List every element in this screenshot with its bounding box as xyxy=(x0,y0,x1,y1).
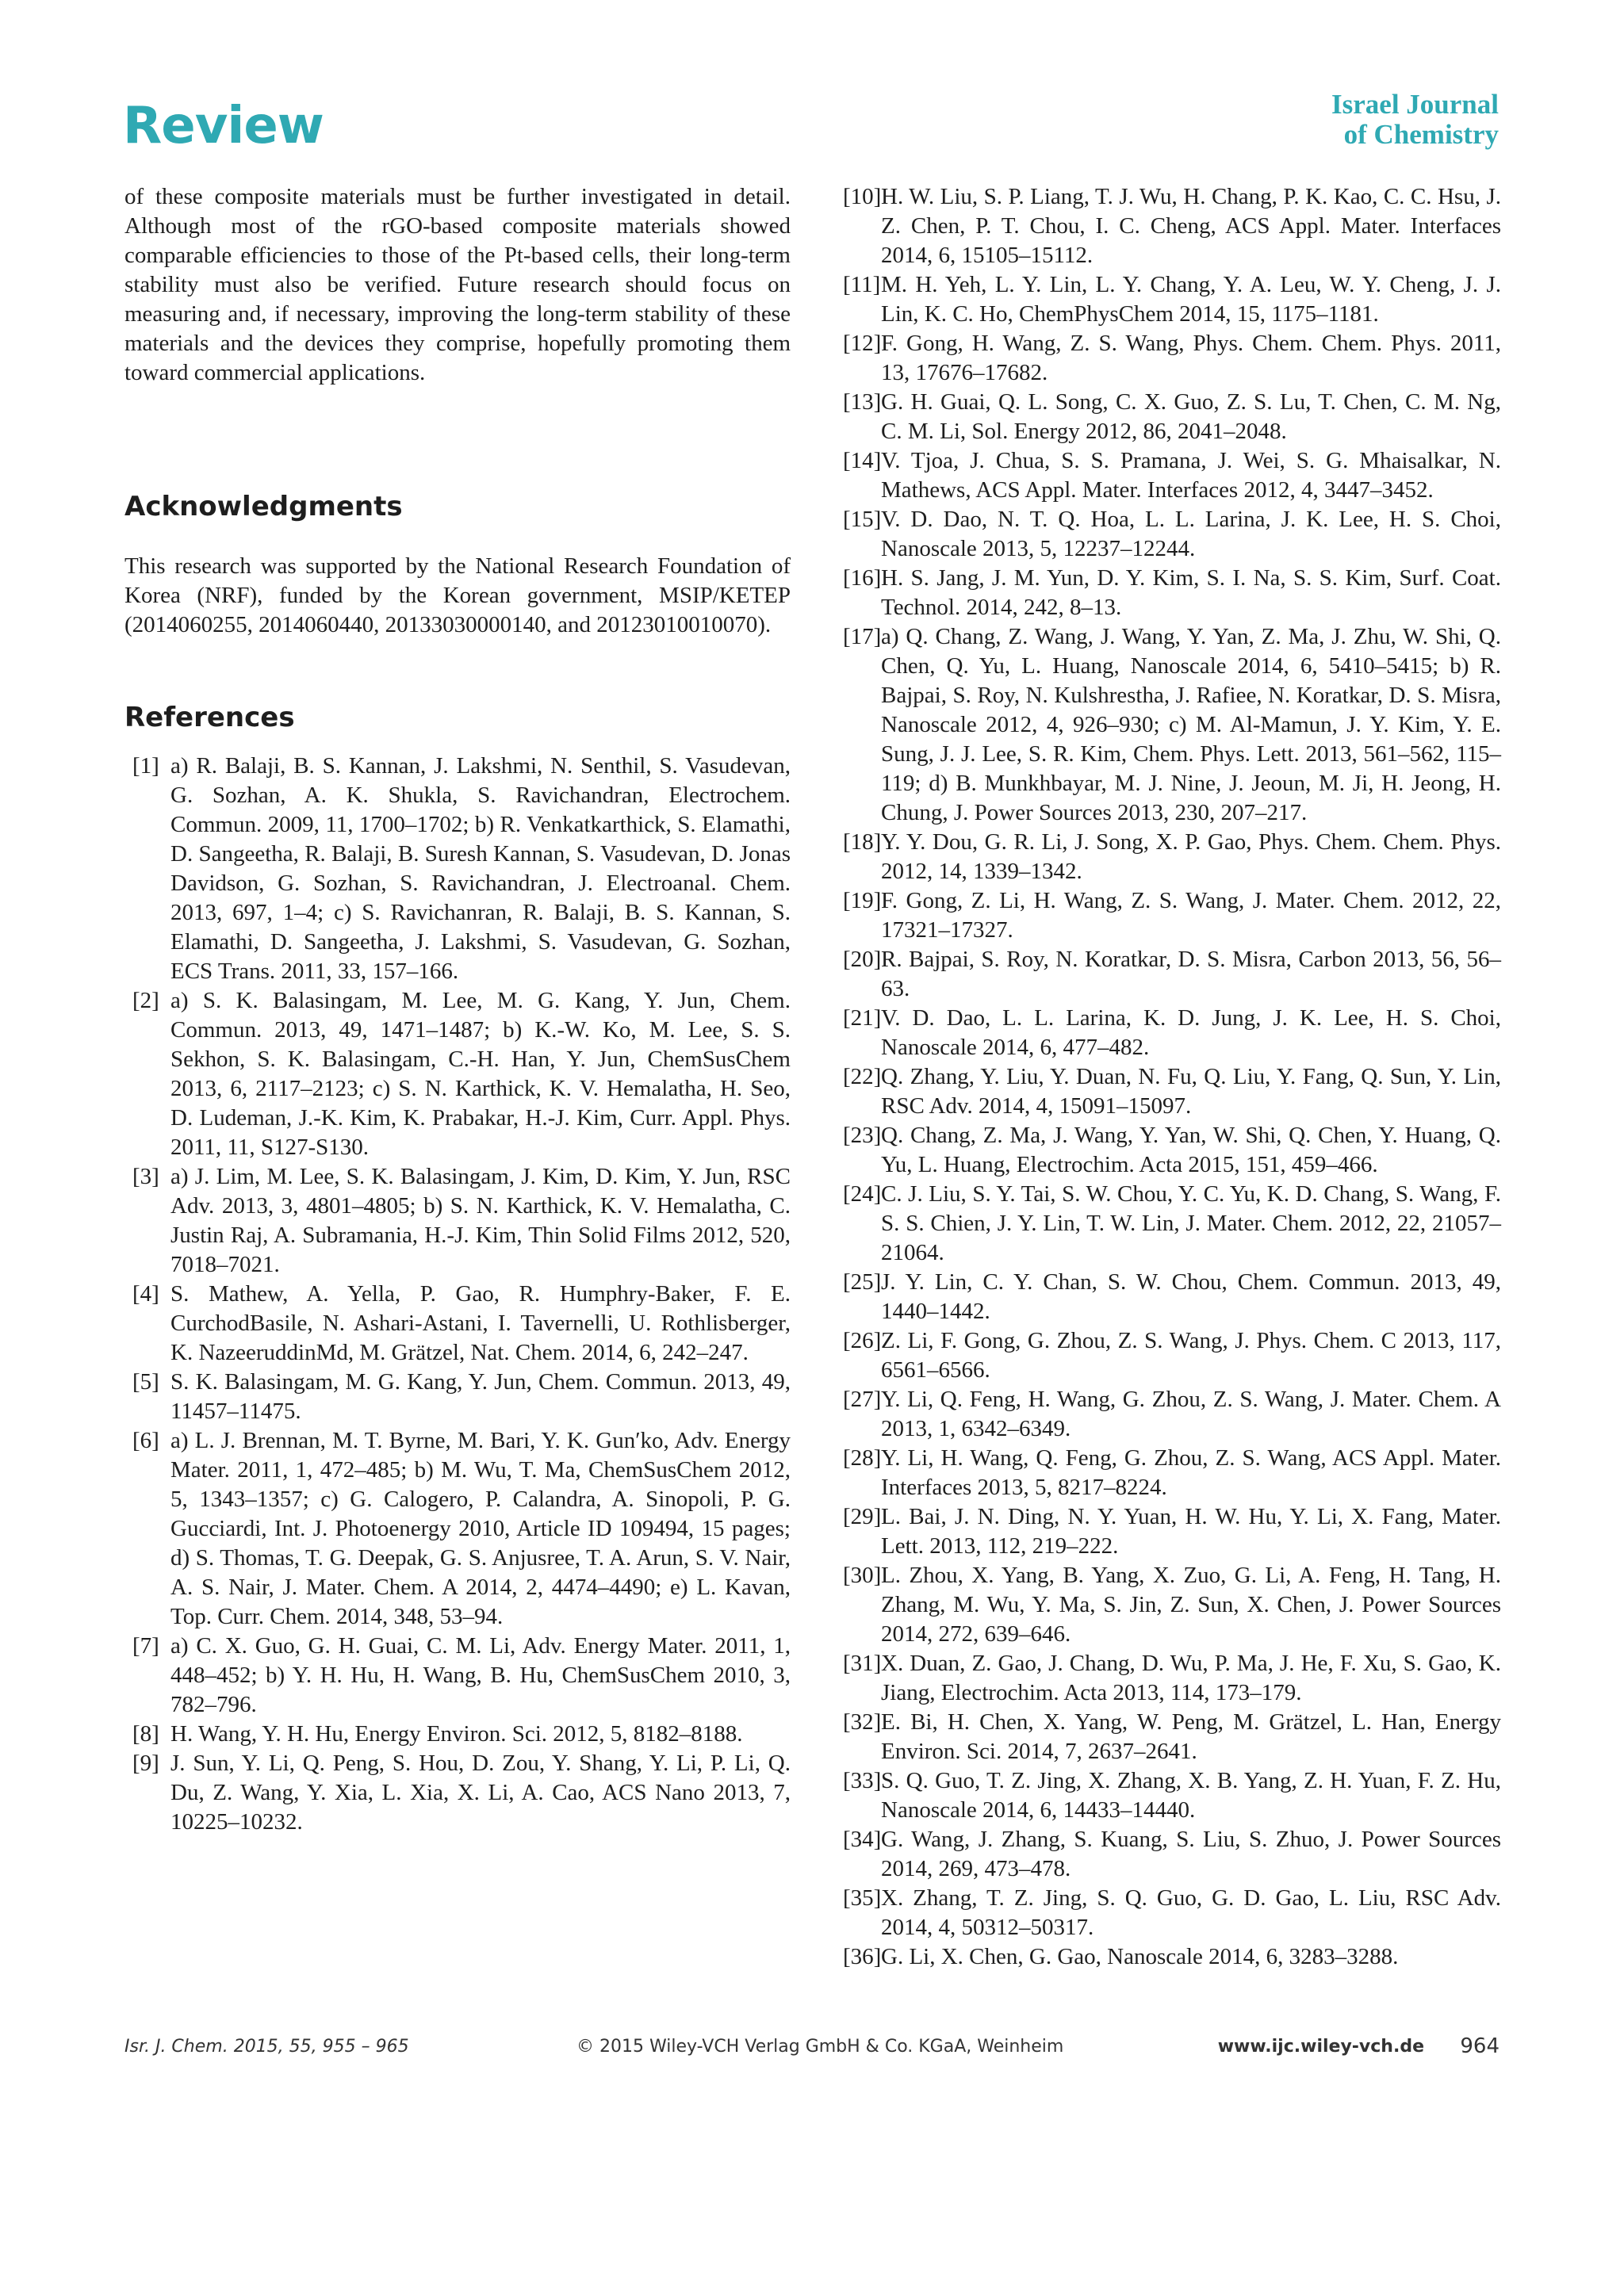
reference-text: X. Duan, Z. Gao, J. Chang, D. Wu, P. Ma, J. He, F. Xu, S. Gao, K. Jiang, Electrochim. Acta 2013, 114, 173–179. xyxy=(881,1651,1501,1705)
reference-item xyxy=(124,1749,791,1837)
reference-number: [33] xyxy=(843,1768,882,1793)
section-label: Review xyxy=(123,97,324,155)
reference-text: V. D. Dao, L. L. Larina, K. D. Jung, J. K. Lee, H. S. Choi, Nanoscale 2014, 6, 477–482. xyxy=(881,1005,1501,1060)
reference-text: Y. Li, Q. Feng, H. Wang, G. Zhou, Z. S. Wang, J. Mater. Chem. A 2013, 1, 6342–6349. xyxy=(881,1387,1501,1441)
reference-item xyxy=(835,388,1501,446)
reference-item xyxy=(835,1444,1501,1502)
reference-number: [22] xyxy=(843,1064,882,1089)
journal-title-line-1: Israel Journal xyxy=(1331,89,1499,120)
acknowledgments-text: This research was supported by the National Research Foundation of Korea (NRF), funded by the Korean government, MSIP/KETEP (2014060255, 2014060440, 20133030000140, and 20123010010070). xyxy=(124,553,791,637)
reference-number: [25] xyxy=(843,1269,882,1295)
reference-number: [15] xyxy=(843,507,882,532)
reference-item xyxy=(835,1004,1501,1062)
reference-list-right xyxy=(835,182,1501,1972)
reference-number: [16] xyxy=(843,565,882,591)
reference-text: H. W. Liu, S. P. Liang, T. J. Wu, H. Chang, P. K. Kao, C. C. Hsu, J. Z. Chen, P. T. Chou, I. C. Cheng, ACS Appl. Mater. Interfaces 2014, 6, 15105–15112. xyxy=(881,184,1501,268)
reference-number: [5] xyxy=(132,1369,159,1395)
reference-item xyxy=(835,1062,1501,1121)
left-column xyxy=(124,182,791,1837)
reference-text: Q. Chang, Z. Ma, J. Wang, Y. Yan, W. Shi, Q. Chen, Y. Huang, Q. Yu, L. Huang, Electrochim. Acta 2015, 151, 459–466. xyxy=(881,1123,1501,1177)
reference-number: [21] xyxy=(843,1005,882,1031)
reference-item xyxy=(124,1632,791,1720)
page-number: 964 xyxy=(1460,2034,1500,2058)
reference-number: [14] xyxy=(843,448,882,473)
reference-text: V. D. Dao, N. T. Q. Hoa, L. L. Larina, J. K. Lee, H. S. Choi, Nanoscale 2013, 5, 12237–12244. xyxy=(881,507,1501,561)
reference-item xyxy=(835,329,1501,388)
reference-text: S. K. Balasingam, M. G. Kang, Y. Jun, Chem. Commun. 2013, 49, 11457–11475. xyxy=(170,1369,791,1424)
reference-number: [32] xyxy=(843,1709,882,1735)
reference-text: a) Q. Chang, Z. Wang, J. Wang, Y. Yan, Z. Ma, J. Zhu, W. Shi, Q. Chen, Q. Yu, L. Huang, Nanoscale 2014, 6, 5410–5415; b) R. Bajpai, S. Roy, N. Kulshrestha, J. Rafiee, N. Koratkar, D. S. Misra, Nanoscale 2012, 4, 926–930; c) M. Al-Mamun, J. Y. Kim, Y. E. Sung, J. J. Lee, S. R. Kim, Chem. Phys. Lett. 2013, 561–562, 115–119; d) B. Munkhbayar, M. J. Nine, J. Jeoun, M. Ji, H. Jeong, H. Chung, J. Power Sources 2013, 230, 207–217. xyxy=(881,624,1501,825)
reference-item xyxy=(835,182,1501,270)
reference-item xyxy=(835,1326,1501,1385)
reference-item xyxy=(835,564,1501,622)
reference-item xyxy=(835,828,1501,886)
reference-number: [17] xyxy=(843,624,882,649)
reference-item xyxy=(835,622,1501,828)
footer-website-link[interactable]: www.ijc.wiley-vch.de xyxy=(1217,2037,1424,2057)
reference-number: [4] xyxy=(132,1281,159,1307)
reference-number: [26] xyxy=(843,1328,882,1353)
reference-text: a) S. K. Balasingam, M. Lee, M. G. Kang, Y. Jun, Chem. Commun. 2013, 49, 1471–1487; b) K.-W. Ko, M. Lee, S. S. Sekhon, S. K. Balasingam, C.-H. Han, Y. Jun, ChemSusChem 2013, 6, 2117–2123; c) S. N. Karthick, K. V. Hemalatha, H. Seo, D. Ludeman, J.-K. Kim, K. Prabakar, H.-J. Kim, Curr. Appl. Phys. 2011, 11, S127-S130. xyxy=(170,988,791,1160)
reference-number: [13] xyxy=(843,389,882,415)
reference-number: [2] xyxy=(132,988,159,1013)
reference-text: R. Bajpai, S. Roy, N. Koratkar, D. S. Misra, Carbon 2013, 56, 56–63. xyxy=(881,947,1501,1001)
reference-item xyxy=(835,886,1501,945)
reference-text: F. Gong, Z. Li, H. Wang, Z. S. Wang, J. Mater. Chem. 2012, 22, 17321–17327. xyxy=(881,888,1501,943)
reference-number: [9] xyxy=(132,1751,159,1776)
reference-number: [6] xyxy=(132,1428,159,1453)
reference-text: a) R. Balaji, B. S. Kannan, J. Lakshmi, N. Senthil, S. Vasudevan, G. Sozhan, A. K. Shukla, S. Ravichandran, Electrochem. Commun. 2009, 11, 1700–1702; b) R. Venkatkarthick, S. Elamathi, D. Sangeetha, R. Balaji, B. Suresh Kannan, S. Vasudevan, D. Jonas Davidson, G. Sozhan, S. Ravichandran, J. Electroanal. Chem. 2013, 697, 1–4; c) S. Ravichanran, R. Balaji, B. S. Kannan, S. Elamathi, D. Sangeetha, J. Lakshmi, S. Vasudevan, G. Sozhan, ECS Trans. 2011, 33, 157–166. xyxy=(170,753,791,984)
reference-text: H. S. Jang, J. M. Yun, D. Y. Kim, S. I. Na, S. S. Kim, Surf. Coat. Technol. 2014, 242, 8–13. xyxy=(881,565,1501,620)
reference-number: [24] xyxy=(843,1181,882,1207)
reference-text: G. Wang, J. Zhang, S. Kuang, S. Liu, S. Zhuo, J. Power Sources 2014, 269, 473–478. xyxy=(881,1827,1501,1881)
reference-text: G. Li, X. Chen, G. Gao, Nanoscale 2014, 6, 3283–3288. xyxy=(881,1944,1399,1969)
reference-item xyxy=(835,1766,1501,1825)
reference-item xyxy=(835,1502,1501,1561)
reference-item xyxy=(124,1426,791,1632)
footer-copyright: © 2015 Wiley-VCH Verlag GmbH & Co. KGaA, Weinheim xyxy=(576,2037,1064,2057)
reference-number: [7] xyxy=(132,1633,159,1659)
reference-number: [11] xyxy=(843,272,881,297)
reference-text: J. Sun, Y. Li, Q. Peng, S. Hou, D. Zou, Y. Shang, Y. Li, P. Li, Q. Du, Z. Wang, Y. Xia, L. Xia, X. Li, A. Cao, ACS Nano 2013, 7, 10225–10232. xyxy=(170,1751,791,1835)
reference-text: S. Q. Guo, T. Z. Jing, X. Zhang, X. B. Yang, Z. H. Yuan, F. Z. Hu, Nanoscale 2014, 6, 14433–14440. xyxy=(881,1768,1501,1823)
reference-number: [27] xyxy=(843,1387,882,1412)
reference-number: [8] xyxy=(132,1721,159,1747)
reference-number: [29] xyxy=(843,1504,882,1529)
reference-item xyxy=(835,505,1501,564)
reference-text: L. Zhou, X. Yang, B. Yang, X. Zuo, G. Li, A. Feng, H. Tang, H. Zhang, M. Wu, Y. Ma, S. Jin, Z. Sun, X. Chen, J. Power Sources 2014, 272, 639–646. xyxy=(881,1563,1501,1647)
acknowledgments-heading: Acknowledgments xyxy=(124,491,403,522)
reference-text: S. Mathew, A. Yella, P. Gao, R. Humphry-Baker, F. E. CurchodBasile, N. Ashari-Astani, I. Tavernelli, U. Rothlisberger, K. NazeeruddinMd, M. Grätzel, Nat. Chem. 2014, 6, 242–247. xyxy=(170,1281,791,1365)
reference-text: Z. Li, F. Gong, G. Zhou, Z. S. Wang, J. Phys. Chem. C 2013, 117, 6561–6566. xyxy=(881,1328,1501,1383)
page-footer xyxy=(124,2034,1500,2068)
reference-item xyxy=(835,1825,1501,1884)
reference-list-left xyxy=(124,752,791,1837)
reference-item xyxy=(835,446,1501,505)
reference-text: V. Tjoa, J. Chua, S. S. Pramana, J. Wei, S. G. Mhaisalkar, N. Mathews, ACS Appl. Mater. Interfaces 2012, 4, 3447–3452. xyxy=(881,448,1501,503)
reference-text: a) C. X. Guo, G. H. Guai, C. M. Li, Adv. Energy Mater. 2011, 1, 448–452; b) Y. H. Hu, H. Wang, B. Hu, ChemSusChem 2010, 3, 782–796. xyxy=(170,1633,791,1717)
reference-number: [23] xyxy=(843,1123,882,1148)
reference-item xyxy=(835,1561,1501,1649)
reference-number: [28] xyxy=(843,1445,882,1471)
footer-citation: Isr. J. Chem. 2015, 55, 955 – 965 xyxy=(124,2037,409,2057)
reference-text: X. Zhang, T. Z. Jing, S. Q. Guo, G. D. Gao, L. Liu, RSC Adv. 2014, 4, 50312–50317. xyxy=(881,1885,1501,1940)
reference-text: F. Gong, H. Wang, Z. S. Wang, Phys. Chem. Chem. Phys. 2011, 13, 17676–17682. xyxy=(881,331,1501,385)
reference-number: [36] xyxy=(843,1944,882,1969)
reference-number: [19] xyxy=(843,888,882,913)
reference-item xyxy=(124,1720,791,1749)
reference-item xyxy=(835,1708,1501,1766)
reference-text: E. Bi, H. Chen, X. Yang, W. Peng, M. Grätzel, L. Han, Energy Environ. Sci. 2014, 7, 2637–2641. xyxy=(881,1709,1501,1764)
journal-title-line-2: of Chemistry xyxy=(1343,119,1499,150)
reference-item xyxy=(835,270,1501,329)
reference-item xyxy=(835,945,1501,1004)
reference-text: H. Wang, Y. H. Hu, Energy Environ. Sci. 2012, 5, 8182–8188. xyxy=(170,1721,743,1747)
reference-item xyxy=(835,1180,1501,1268)
reference-item xyxy=(124,1368,791,1426)
reference-number: [30] xyxy=(843,1563,882,1588)
references-heading: References xyxy=(124,702,295,733)
journal-title xyxy=(1331,90,1499,150)
reference-text: J. Y. Lin, C. Y. Chan, S. W. Chou, Chem. Commun. 2013, 49, 1440–1442. xyxy=(881,1269,1501,1324)
reference-number: [18] xyxy=(843,829,882,855)
reference-text: C. J. Liu, S. Y. Tai, S. W. Chou, Y. C. Yu, K. D. Chang, S. Wang, F. S. S. Chien, J. Y. Lin, T. W. Lin, J. Mater. Chem. 2012, 22, 21057–21064. xyxy=(881,1181,1501,1265)
reference-item xyxy=(124,1280,791,1368)
intro-paragraph: of these composite materials must be further investigated in detail. Although most of the rGO-based composite materials showed comparable efficiencies to those of the Pt-based cells, their long-term stability must also be verified. Future research should focus on measuring and, if necessary, improving the long-term stability of these materials and the devices they comprise, hopefully promoting them toward commercial applications. xyxy=(124,184,791,385)
reference-number: [12] xyxy=(843,331,882,356)
reference-text: Y. Y. Dou, G. R. Li, J. Song, X. P. Gao, Phys. Chem. Chem. Phys. 2012, 14, 1339–1342. xyxy=(881,829,1501,884)
reference-item xyxy=(124,986,791,1162)
right-column xyxy=(835,182,1501,1972)
reference-text: L. Bai, J. N. Ding, N. Y. Yuan, H. W. Hu, Y. Li, X. Fang, Mater. Lett. 2013, 112, 219–222. xyxy=(881,1504,1501,1559)
reference-number: [10] xyxy=(843,184,882,209)
reference-text: Q. Zhang, Y. Liu, Y. Duan, N. Fu, Q. Liu, Y. Fang, Q. Sun, Y. Lin, RSC Adv. 2014, 4, 15091–15097. xyxy=(881,1064,1501,1119)
reference-item xyxy=(835,1268,1501,1326)
reference-text: a) L. J. Brennan, M. T. Byrne, M. Bari, Y. K. Gun′ko, Adv. Energy Mater. 2011, 1, 472–485; b) M. Wu, T. Ma, ChemSusChem 2012, 5, 1343–1357; c) G. Calogero, P. Calandra, A. Sinopoli, P. G. Gucciardi, Int. J. Photoenergy 2010, Article ID 109494, 15 pages; d) S. Thomas, T. G. Deepak, G. S. Anjusree, T. A. Arun, S. V. Nair, A. S. Nair, J. Mater. Chem. A 2014, 2, 4474–4490; e) L. Kavan, Top. Curr. Chem. 2014, 348, 53–94. xyxy=(170,1428,791,1629)
reference-number: [35] xyxy=(843,1885,882,1911)
reference-text: G. H. Guai, Q. L. Song, C. X. Guo, Z. S. Lu, T. Chen, C. M. Ng, C. M. Li, Sol. Energy 2012, 86, 2041–2048. xyxy=(881,389,1501,444)
reference-number: [34] xyxy=(843,1827,882,1852)
reference-item xyxy=(835,1649,1501,1708)
reference-item xyxy=(124,1162,791,1280)
reference-item xyxy=(835,1385,1501,1444)
reference-text: Y. Li, H. Wang, Q. Feng, G. Zhou, Z. S. Wang, ACS Appl. Mater. Interfaces 2013, 5, 8217–8224. xyxy=(881,1445,1501,1500)
reference-item xyxy=(124,752,791,986)
reference-item xyxy=(835,1121,1501,1180)
reference-number: [31] xyxy=(843,1651,882,1676)
reference-item xyxy=(835,1942,1501,1972)
reference-item xyxy=(835,1884,1501,1942)
reference-text: a) J. Lim, M. Lee, S. K. Balasingam, J. Kim, D. Kim, Y. Jun, RSC Adv. 2013, 3, 4801–4805; b) S. N. Karthick, K. V. Hemalatha, C. Justin Raj, A. Subramania, H.-J. Kim, Thin Solid Films 2012, 520, 7018–7021. xyxy=(170,1164,791,1277)
reference-number: [20] xyxy=(843,947,882,972)
reference-number: [3] xyxy=(132,1164,159,1189)
reference-number: [1] xyxy=(132,753,159,779)
reference-text: M. H. Yeh, L. Y. Lin, L. Y. Chang, Y. A. Leu, W. Y. Cheng, J. J. Lin, K. C. Ho, ChemPhysChem 2014, 15, 1175–1181. xyxy=(881,272,1501,327)
